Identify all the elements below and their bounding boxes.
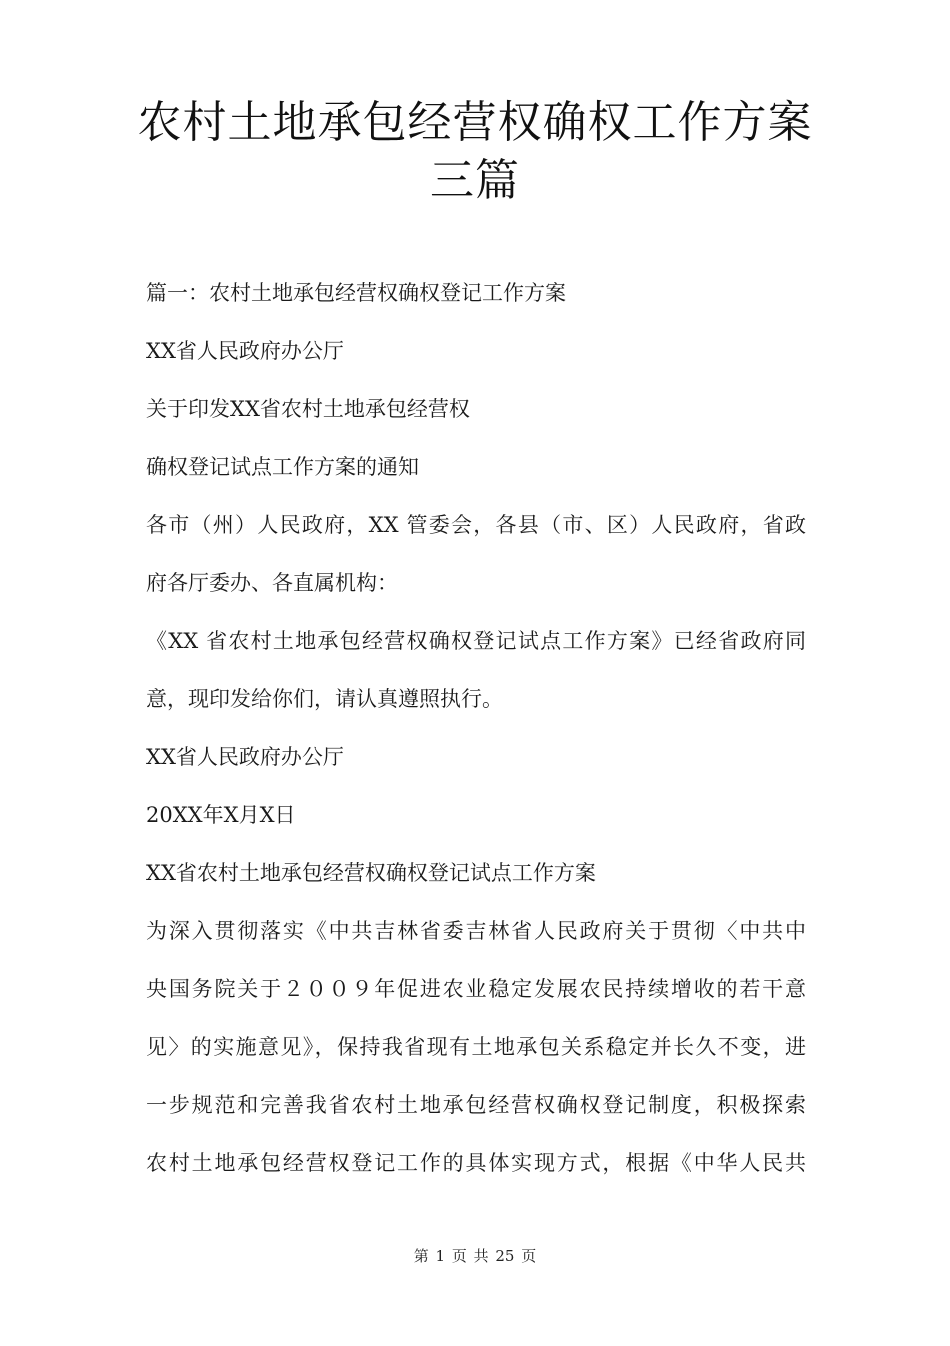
body-paragraph-line: 《XX 省农村土地承包经营权确权登记试点工作方案》已经省政府同 — [146, 629, 806, 653]
document-title-line1: 农村土地承包经营权确权工作方案 — [137, 97, 813, 148]
page-footer: 第 1 页 共 25 页 — [413, 1247, 537, 1265]
recipients-line1: 各市（州）人民政府，XX 管委会，各县（市、区）人民政府，省政 — [146, 513, 806, 537]
body-paragraph-line: 农村土地承包经营权登记工作的具体实现方式，根据《中华人民共 — [146, 1151, 806, 1175]
body-paragraph-line: 意，现印发给你们，请认真遵照执行。 — [146, 687, 503, 711]
body-paragraph-line: 央国务院关于２００９年促进农业稳定发展农民持续增收的若干意 — [146, 977, 806, 1001]
body-paragraph-line: 见〉的实施意见》，保持我省现有土地承包关系稳定并长久不变，进 — [146, 1035, 806, 1059]
notice-title-line1: 关于印发XX省农村土地承包经营权 — [146, 397, 470, 421]
signature-issuer: XX省人民政府办公厅 — [146, 745, 344, 769]
body-paragraph-line: 为深入贯彻落实《中共吉林省委吉林省人民政府关于贯彻〈中共中 — [146, 919, 806, 943]
notice-title-line2: 确权登记试点工作方案的通知 — [146, 455, 419, 479]
body-paragraph-line: 一步规范和完善我省农村土地承包经营权确权登记制度，积极探索 — [146, 1093, 806, 1117]
plan-title: XX省农村土地承包经营权确权登记试点工作方案 — [146, 861, 596, 885]
signature-date: 20XX年X月X日 — [146, 803, 296, 827]
section-heading: 篇一：农村土地承包经营权确权登记工作方案 — [146, 281, 566, 305]
document-title-line2: 三篇 — [430, 155, 520, 206]
recipients-line2: 府各厅委办、各直属机构： — [146, 571, 398, 595]
issuer-line: XX省人民政府办公厅 — [146, 339, 344, 363]
